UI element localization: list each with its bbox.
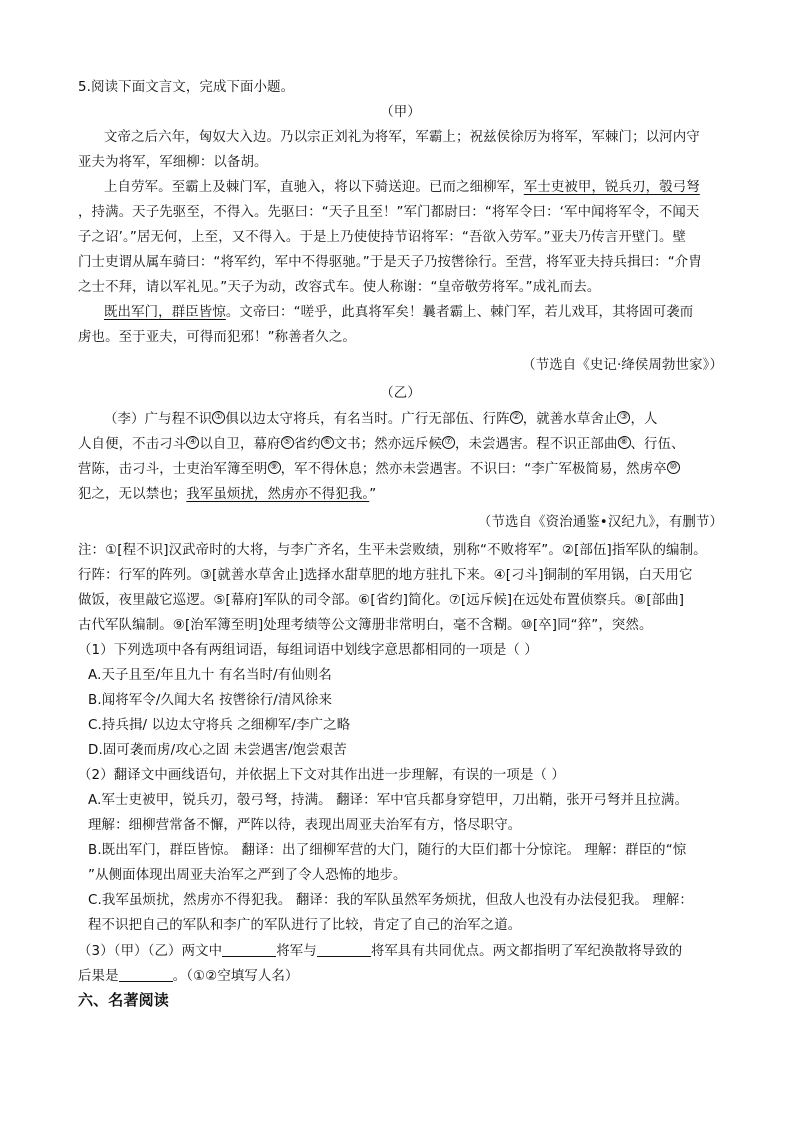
jia-label: （甲） [380, 105, 421, 120]
q2-line: B.既出军门，群臣皆惊。 翻译：出了细柳军营的大门，随行的大臣们都十分惊诧。 理解：群臣的“惊 [88, 843, 687, 858]
jia-line: 子之诏’。”居无何，上至，又不得入。于是上乃使使持节诏将军：“吾欲入劳军。”亚夫乃传言开壁门。壁 [78, 230, 687, 245]
section-heading: 六、名著阅读 [78, 991, 169, 1009]
yi-source: （节选自《资治通鉴•汉纪九》，有删节） [477, 515, 723, 530]
yi-line: （李）广与程不识 ① 俱以边太守将兵，有名当时。广行无部伍、行阵 ② ，就善水草舍止 ③ ，人 [104, 412, 658, 427]
jia-line: 既出军门，群臣皆惊。文帝曰：“嗟乎，此真将军矣！曩者霸上、棘门军，若儿戏耳，其将固可袭而 [104, 305, 694, 320]
jia-line: 虏也。至于亚夫，可得而犯邪！”称善者久之。 [78, 330, 356, 345]
q1-stem: （1）下列选项中各有两组词语，每组词语中划线字意思都相同的一项是（ ） [78, 643, 538, 658]
jia-line: 亚夫为将军，军细柳：以备胡。 [78, 155, 268, 170]
jia-line: 门士吏谓从属车骑曰：“将军约，军中不得驱驰。”于是天子乃按辔徐行。至营，将军亚夫持兵揖曰：“介胄 [78, 255, 702, 270]
blank-3[interactable] [119, 966, 173, 982]
q3-line: 后果是 。（①②空填写人名） [78, 966, 723, 987]
note-line: 古代军队编制。⑨[治军簿至明]处理考绩等公文簿册非常明白，毫不含糊。⑩[卒]同“猝”，突然。 [78, 618, 653, 633]
jia-line: 之士不拜，请以军礼见。”天子为动，改容式车。使人称谢：“皇帝敬劳将军。”成礼而去。 [78, 280, 601, 295]
q1-option-a: A.天子且至/年且九十 有名当时/有仙则名 [88, 668, 332, 683]
q1-option-d: D.固可袭而虏/攻心之固 未尝遇害/饱尝艰苦 [88, 743, 347, 758]
q3-line: （3）（甲）（乙）两文中 将军与 将军具有共同优点。两文都指明了军纪涣散将导致的 [78, 941, 723, 962]
note-line: 做饭，夜里敲它巡逻。⑤[幕府]军队的司令部。⑥[省约]简化。⑦[远斥候]在远处布置侦察兵。⑧[部曲] [78, 593, 685, 608]
blank-1[interactable] [222, 941, 276, 957]
q2-stem: （2）翻译文中画线语句，并依据上下文对其作出进一步理解，有误的一项是（ ） [78, 768, 565, 783]
q2-line: C.我军虽烦扰，然虏亦不得犯我。 翻译：我的军队虽然军务烦扰，但敌人也没有办法侵犯我。 理解： [88, 893, 693, 908]
underlined-sentence-1: 军士吏被甲，锐兵刃，彀弓弩 [523, 180, 700, 195]
q2-line: 程不识把自己的军队和李广的军队进行了比较，肯定了自己的治军之道。 [88, 918, 522, 933]
q2-line: 理解：细柳营常备不懈，严阵以待，表现出周亚夫治军有方，恪尽职守。 [88, 818, 522, 833]
yi-line: 犯之，无以禁也；我军虽烦扰，然虏亦不得犯我。” [78, 487, 377, 502]
jia-line: 文帝之后六年，匈奴大入边。乃以宗正刘礼为将军，军霸上；祝兹侯徐厉为将军，军棘门；以河内守 [104, 130, 700, 145]
yi-label: （乙） [380, 386, 421, 401]
underlined-sentence-2: 既出军门，群臣皆惊 [104, 305, 226, 320]
jia-line: 上自劳军。至霸上及棘门军，直驰入，将以下骑送迎。已而之细柳军，军士吏被甲，锐兵刃，彀弓弩 [104, 180, 700, 195]
blank-2[interactable] [317, 941, 371, 957]
question-title: 5.阅读下面文言文，完成下面小题。 [78, 80, 295, 95]
underlined-sentence-3: 我军虽烦扰，然虏亦不得犯我。 [186, 487, 370, 502]
jia-line: ，持满。天子先驱至，不得入。先驱曰：“天子且至！”军门都尉曰：“将军令曰：‘军中闻将军令，不闻天 [78, 205, 700, 220]
note-line: 注：①[程不识]汉武帝时的大将，与李广齐名，生平未尝败绩，别称“不败将军”。②[部伍]指军队的编制。 [78, 543, 707, 558]
note-line: 行阵：行军的阵列。③[就善水草舍止]选择水甜草肥的地方驻扎下来。④[刁斗]铜制的军用锅，白天用它 [78, 568, 693, 583]
yi-line: 营陈，击刁斗，士吏治军簿至明 ⑨ ，军不得休息；然亦未尝遇害。不识曰：“李广军极简易，然虏卒 ⑩ [78, 460, 723, 480]
q1-option-b: B.闻将军令/久闻大名 按辔徐行/清风徐来 [88, 693, 333, 708]
yi-line: 人自便，不击刁斗 ④ 以自卫，幕府 ⑤ 省约 ⑥ 文书；然亦远斥候 ⑦ ，未尝遇害。程不识正部曲 ⑧ 、行伍、 [78, 437, 685, 452]
q2-line: A.军士吏被甲，锐兵刃，彀弓弩，持满。 翻译：军中官兵都身穿铠甲，刀出鞘，张开弓弩并且拉满。 [88, 793, 689, 808]
jia-source: （节选自《史记·绛侯周勃世家》） [522, 358, 723, 373]
q1-option-c: C.持兵揖/ 以边太守将兵 之细柳军/李广之略 [88, 718, 351, 733]
q2-line: ”从侧面体现出周亚夫治军之严到了令人恐怖的地步。 [88, 868, 407, 883]
